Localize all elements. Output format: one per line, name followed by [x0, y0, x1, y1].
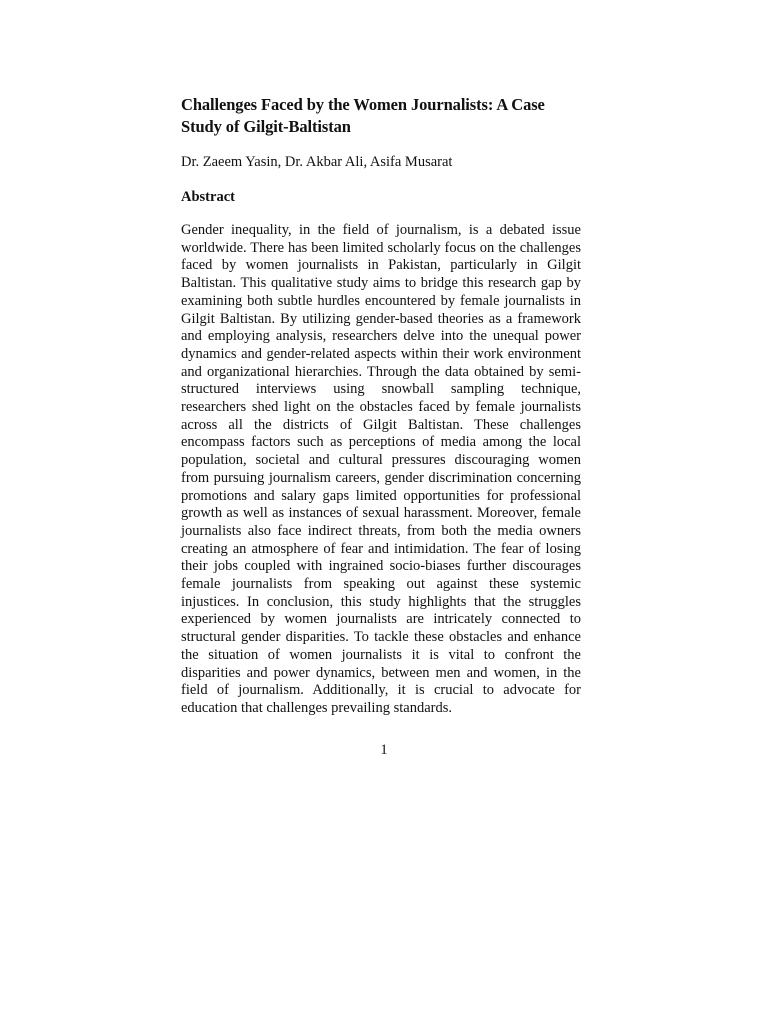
- abstract-heading: Abstract: [181, 189, 235, 205]
- page-number: 1: [380, 742, 388, 758]
- paper-title: Challenges Faced by the Women Journalists: A Case Study of Gilgit-Baltistan: [181, 95, 545, 136]
- paper-content: [181, 94, 581, 718]
- abstract-text: Gender inequality, in the field of journalism, is a debated issue worldwide. There has been limited scholarly focus on the challenges faced by women journalists in Pakistan, particularly in Gilgit Baltistan. This qualitative study aims to bridge this research gap by examining both subtle hurdles encountered by female journalists in Gilgit Baltistan. By utilizing gender-based theories as a framework and employing analysis, researchers delve into the unequal power dynamics and gender-related aspects within their work environment and organizational hierarchies. Through the data obtained by semi-structured interviews using snowball sampling technique, researchers shed light on the obstacles faced by female journalists across all the districts of Gilgit Baltistan. These challenges encompass factors such as perceptions of media among the local population, societal and cultural pressures discouraging women from pursuing journalism careers, gender discrimination concerning promotions and salary gaps limited opportunities for professional growth as well as instances of sexual harassment. Moreover, female journalists also face indirect threats, from both the media owners creating an atmosphere of fear and intimidation. The fear of losing their jobs coupled with ingrained socio-biases further discourages female journalists from speaking out against these systemic injustices. In conclusion, this study highlights that the struggles experienced by women journalists are intricately connected to structural gender disparities. To tackle these obstacles and enhance the situation of women journalists it is vital to confront the disparities and power dynamics, between men and women, in the field of journalism. Additionally, it is crucial to advocate for education that challenges prevailing standards.: [181, 222, 581, 716]
- paper-authors: Dr. Zaeem Yasin, Dr. Akbar Ali, Asifa Musarat: [181, 154, 453, 170]
